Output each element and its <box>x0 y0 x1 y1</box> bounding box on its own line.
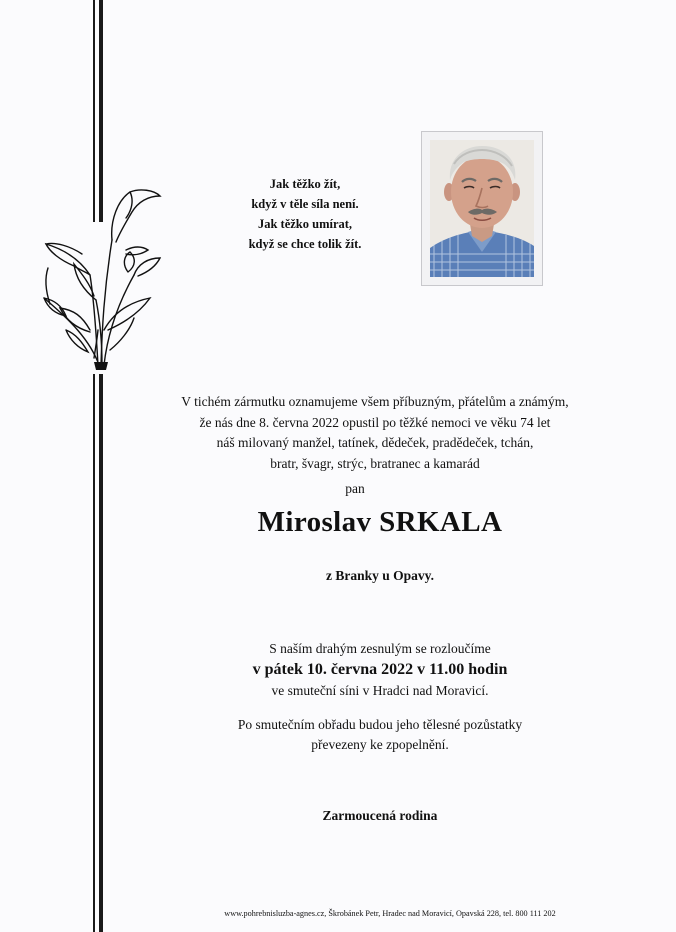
portrait-frame <box>421 131 543 286</box>
calla-lily-bouquet-icon <box>30 180 170 370</box>
announcement-text <box>140 392 610 474</box>
farewell-intro: S naším drahým zesnulým se rozloučíme <box>269 641 491 656</box>
portrait-photo <box>430 140 534 277</box>
announcement-line-2: že nás dne 8. června 2022 opustil po těžké nemoci ve věku 74 let <box>199 414 551 430</box>
deceased-name: Miroslav SRKALA <box>257 506 503 538</box>
salutation: pan <box>345 481 365 496</box>
poem-line-3: Jak těžko umírat, <box>257 217 353 231</box>
ceremony-place: ve smuteční síni v Hradci nad Moravicí. <box>271 683 489 698</box>
cremation-note-line-1: Po smutečním obřadu budou jeho tělesné pozůstatky <box>237 717 523 732</box>
funeral-service-footer: www.pohrebnisluzba-agnes.cz, Škrobánek Petr, Hradec nad Moravicí, Opavská 228, tel. 800 111 202 <box>224 909 556 918</box>
poem-line-1: Jak těžko žít, <box>269 177 341 191</box>
poem-line-2: když v těle síla není. <box>251 197 359 211</box>
left-border-thick-line <box>99 0 103 932</box>
poem <box>205 174 405 254</box>
signature: Zarmoucená rodina <box>322 808 438 823</box>
ceremony-datetime: v pátek 10. června 2022 v 11.00 hodin <box>252 661 508 678</box>
announcement-line-3: náš milovaný manžel, tatínek, dědeček, pradědeček, tchán, <box>216 435 534 450</box>
announcement-line-1: V tichém zármutku oznamujeme všem příbuzným, přátelům a známým, <box>181 394 569 409</box>
farewell-section <box>180 638 580 701</box>
poem-line-4: když se chce tolik žít. <box>248 237 362 251</box>
origin-place: z Branky u Opavy. <box>325 568 435 583</box>
announcement-line-4: bratr, švagr, strýc, bratranec a kamarád <box>270 455 480 471</box>
cremation-note-line-2: převezeny ke zpopelnění. <box>311 737 449 752</box>
left-border-thin-line <box>93 0 95 932</box>
cremation-note <box>180 715 580 755</box>
